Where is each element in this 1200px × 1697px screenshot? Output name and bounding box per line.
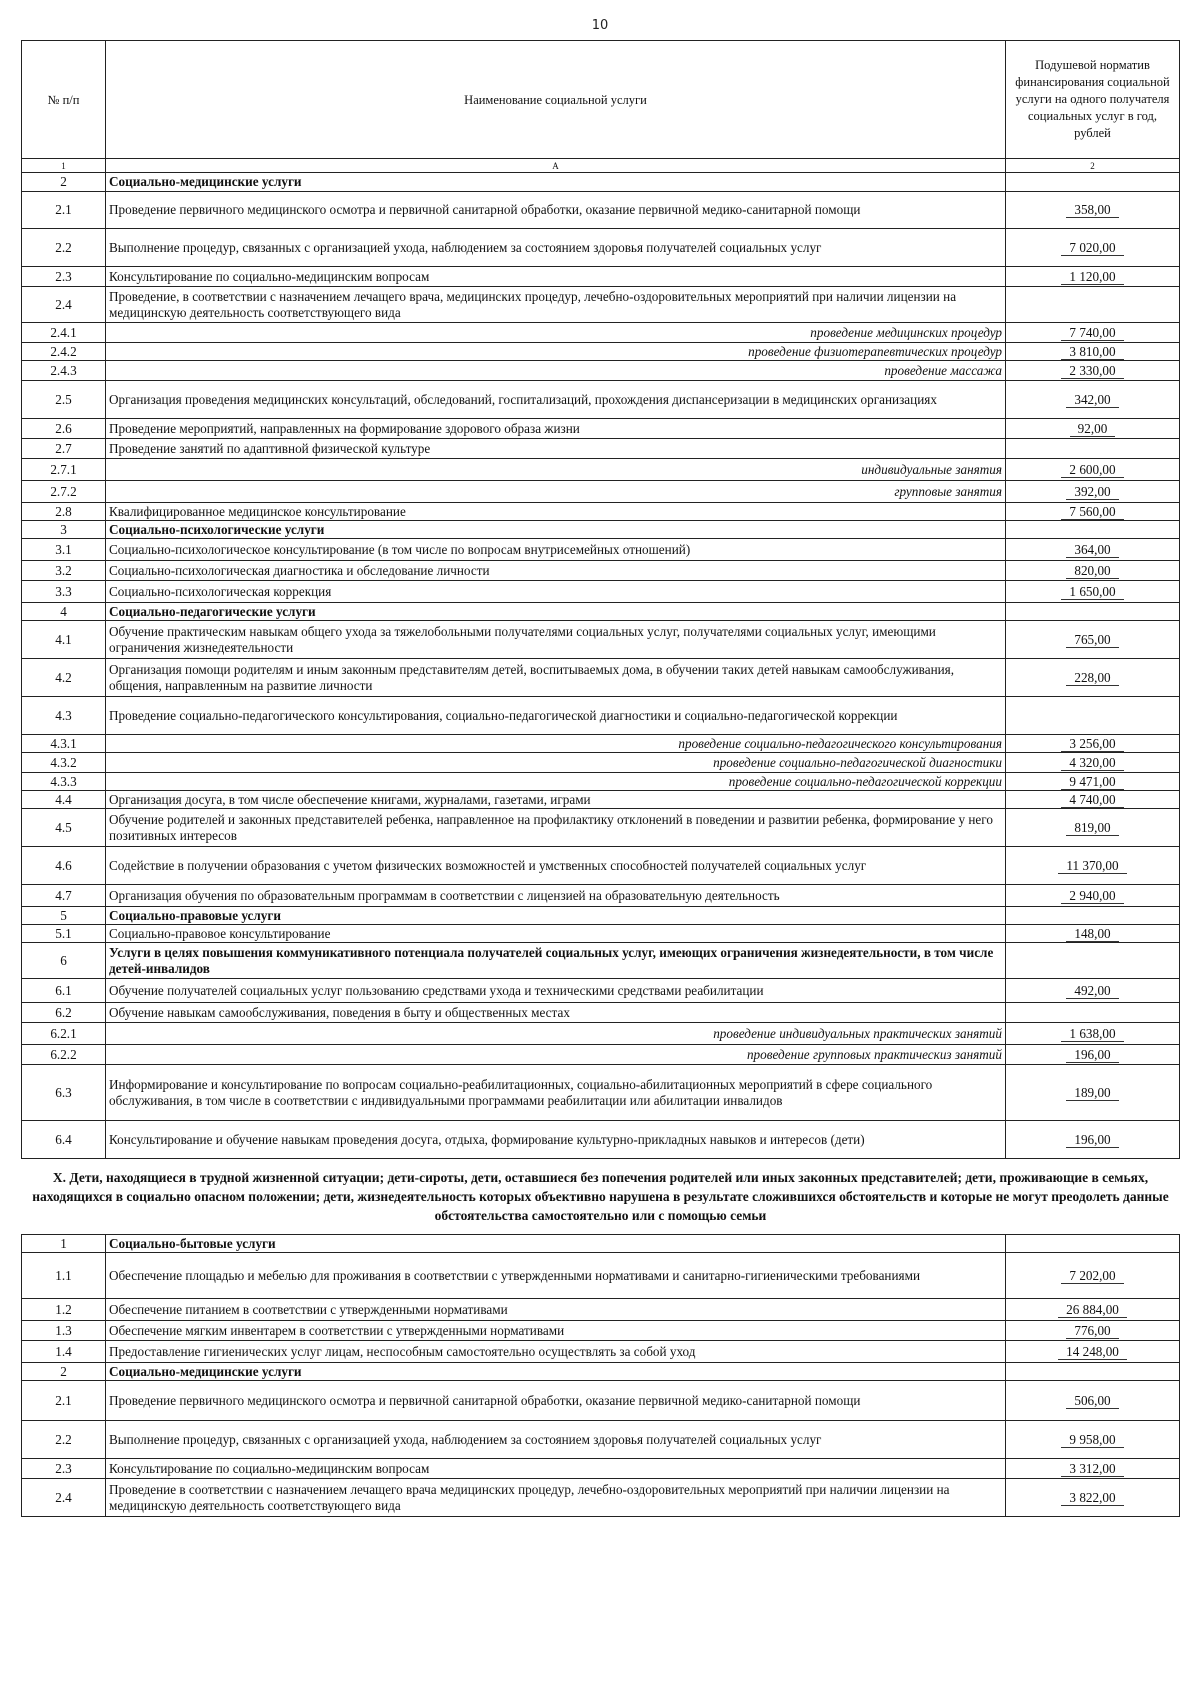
table-row [22, 459, 1180, 481]
table-row [22, 1003, 1180, 1023]
value-cell [1006, 1299, 1180, 1321]
financing-value: 819,00 [1066, 820, 1118, 836]
value-cell [1006, 539, 1180, 561]
service-name: индивидуальные занятия [106, 459, 1006, 481]
financing-value: 148,00 [1066, 926, 1118, 942]
table-row [22, 1459, 1180, 1479]
table-row [22, 1299, 1180, 1321]
table-row [22, 621, 1180, 659]
service-name: Проведение социально-педагогического консультирования, социально-педагогической диагностики и социально-педагогической коррекции [106, 697, 1006, 735]
row-number: 4.2 [22, 659, 106, 697]
service-name: Социально-психологическое консультирование (в том числе по вопросам внутрисемейных отношений) [106, 539, 1006, 561]
row-number: 2.1 [22, 1381, 106, 1421]
table-row [22, 581, 1180, 603]
service-name: групповые занятия [106, 481, 1006, 503]
financing-value: 392,00 [1066, 484, 1118, 500]
financing-value: 765,00 [1066, 632, 1118, 648]
value-cell [1006, 907, 1180, 925]
row-number: 4.7 [22, 885, 106, 907]
financing-value: 3 822,00 [1061, 1490, 1123, 1506]
table-row [22, 809, 1180, 847]
row-number: 2.1 [22, 192, 106, 229]
table-row [22, 1479, 1180, 1517]
value-cell [1006, 229, 1180, 267]
row-number: 5.1 [22, 925, 106, 943]
table-row [22, 791, 1180, 809]
value-cell [1006, 1381, 1180, 1421]
value-cell [1006, 173, 1180, 192]
row-number: 2.7 [22, 439, 106, 459]
financing-value: 7 740,00 [1061, 325, 1123, 341]
table-row [22, 323, 1180, 343]
category-row [22, 1363, 1180, 1381]
value-cell [1006, 521, 1180, 539]
financing-value: 3 810,00 [1061, 344, 1123, 360]
row-number: 6.1 [22, 979, 106, 1003]
row-number: 2.7.1 [22, 459, 106, 481]
row-number: 6.2.1 [22, 1023, 106, 1045]
row-number: 2.4.3 [22, 361, 106, 381]
financing-value: 364,00 [1066, 542, 1118, 558]
table-row [22, 1045, 1180, 1065]
value-cell [1006, 979, 1180, 1003]
financing-value: 14 248,00 [1058, 1344, 1127, 1360]
row-number: 4.3.2 [22, 753, 106, 773]
value-cell [1006, 481, 1180, 503]
row-number: 6.2.2 [22, 1045, 106, 1065]
value-cell [1006, 561, 1180, 581]
row-number: 1.1 [22, 1253, 106, 1299]
service-name: проведение индивидуальных практических занятий [106, 1023, 1006, 1045]
table-row [22, 1121, 1180, 1159]
service-name: проведение массажа [106, 361, 1006, 381]
service-name: Выполнение процедур, связанных с организацией ухода, наблюдением за состоянием здоровья получателей социальных услуг [106, 229, 1006, 267]
row-number: 6.4 [22, 1121, 106, 1159]
value-cell [1006, 1045, 1180, 1065]
value-cell [1006, 885, 1180, 907]
service-name: проведение социально-педагогической коррекции [106, 773, 1006, 791]
row-number: 4.6 [22, 847, 106, 885]
service-name: Социально-бытовые услуги [106, 1235, 1006, 1253]
row-number: 2.3 [22, 1459, 106, 1479]
header-service-name: Наименование социальной услуги [106, 41, 1006, 159]
service-name: Выполнение процедур, связанных с организацией ухода, наблюдением за состоянием здоровья получателей социальных услуг [106, 1421, 1006, 1459]
section-heading: X. Дети, находящиеся в трудной жизненной ситуации; дети-сироты, дети, оставшиеся без попечения родителей или иных законных представителей; дети, проживающие в семьях, находящихся в социально опасном положении; дети, жизнедеятельность которых объективно нарушена в результате сложившихся обстоятельств и которые не могут преодолеть данные обстоятельства самостоятельно или с помощью семьи [22, 1159, 1180, 1235]
financing-value: 3 312,00 [1061, 1461, 1123, 1477]
service-name: Предоставление гигиенических услуг лицам, неспособным самостоятельно осуществлять за собой уход [106, 1341, 1006, 1363]
value-cell [1006, 925, 1180, 943]
service-name: Социально-психологическая диагностика и обследование личности [106, 561, 1006, 581]
service-name: Проведение в соответствии с назначением лечащего врача медицинских процедур, лечебно-оздоровительных мероприятий при наличии лицензии на медицинскую деятельность соответствующего вида [106, 1479, 1006, 1517]
financing-value: 26 884,00 [1058, 1302, 1127, 1318]
value-cell [1006, 659, 1180, 697]
value-cell [1006, 1065, 1180, 1121]
value-cell [1006, 287, 1180, 323]
table-row [22, 925, 1180, 943]
value-cell [1006, 343, 1180, 361]
value-cell [1006, 1363, 1180, 1381]
service-name: Социально-правовое консультирование [106, 925, 1006, 943]
service-name: Социально-правовые услуги [106, 907, 1006, 925]
financing-value: 2 600,00 [1061, 462, 1123, 478]
table-row [22, 503, 1180, 521]
service-name: Социально-педагогические услуги [106, 603, 1006, 621]
row-number: 2.4.2 [22, 343, 106, 361]
header-value: Подушевой норматив финансирования социальной услуги на одного получателя социальных услуг в год, рублей [1006, 41, 1180, 159]
service-name: Обеспечение питанием в соответствии с утвержденными нормативами [106, 1299, 1006, 1321]
value-cell [1006, 1341, 1180, 1363]
row-number: 2.7.2 [22, 481, 106, 503]
services-table [21, 40, 1180, 1517]
row-number: 4.3.1 [22, 735, 106, 753]
service-name: Обучение навыкам самообслуживания, поведения в быту и общественных местах [106, 1003, 1006, 1023]
financing-value: 7 560,00 [1061, 504, 1123, 520]
service-name: Информирование и консультирование по вопросам социально-реабилитационных, социально-абилитационных мероприятий в сфере социального обслуживания, в том числе в соответствии с индивидуальными программами реабилитации или абилитации инвалидов [106, 1065, 1006, 1121]
service-name: Обучение получателей социальных услуг пользованию средствами ухода и техническими средствами реабилитации [106, 979, 1006, 1003]
financing-value: 1 120,00 [1061, 269, 1123, 285]
value-cell [1006, 1321, 1180, 1341]
value-cell [1006, 323, 1180, 343]
value-cell [1006, 603, 1180, 621]
row-number: 3.2 [22, 561, 106, 581]
service-name: Квалифицированное медицинское консультирование [106, 503, 1006, 521]
row-number: 2.6 [22, 419, 106, 439]
financing-value: 11 370,00 [1058, 858, 1126, 874]
financing-value: 492,00 [1066, 983, 1118, 999]
service-name: Организация помощи родителям и иным законным представителям детей, воспитываемых дома, в обучении таких детей навыкам самообслуживания, общения, направленным на развитие личности [106, 659, 1006, 697]
table-row [22, 343, 1180, 361]
financing-value: 7 020,00 [1061, 240, 1123, 256]
service-name: Проведение первичного медицинского осмотра и первичной санитарной обработки, оказание первичной медико-санитарной помощи [106, 192, 1006, 229]
category-row [22, 521, 1180, 539]
row-number: 2.2 [22, 229, 106, 267]
service-name: Проведение первичного медицинского осмотра и первичной санитарной обработки, оказание первичной медико-санитарной помощи [106, 1381, 1006, 1421]
service-name: Организация обучения по образовательным программам в соответствии с лицензией на образовательную деятельность [106, 885, 1006, 907]
value-cell [1006, 267, 1180, 287]
service-name: Организация досуга, в том числе обеспечение книгами, журналами, газетами, играми [106, 791, 1006, 809]
row-number: 1.3 [22, 1321, 106, 1341]
row-number: 4.1 [22, 621, 106, 659]
row-number: 3 [22, 521, 106, 539]
financing-value: 92,00 [1070, 421, 1116, 437]
table-row [22, 561, 1180, 581]
value-cell [1006, 773, 1180, 791]
value-cell [1006, 1235, 1180, 1253]
financing-value: 196,00 [1066, 1047, 1118, 1063]
table-row [22, 1381, 1180, 1421]
row-number: 2.4 [22, 1479, 106, 1517]
service-name: Обеспечение мягким инвентарем в соответствии с утвержденными нормативами [106, 1321, 1006, 1341]
service-name: Социально-психологические услуги [106, 521, 1006, 539]
financing-value: 358,00 [1066, 202, 1118, 218]
service-name: Социально-медицинские услуги [106, 173, 1006, 192]
value-cell [1006, 1459, 1180, 1479]
service-name: Организация проведения медицинских консультаций, обследований, госпитализаций, прохождения диспансеризации в медицинских организациях [106, 381, 1006, 419]
category-row [22, 907, 1180, 925]
table-row [22, 287, 1180, 323]
table-row [22, 381, 1180, 419]
financing-value: 7 202,00 [1061, 1268, 1123, 1284]
value-cell [1006, 735, 1180, 753]
value-cell [1006, 439, 1180, 459]
service-name: Социально-медицинские услуги [106, 1363, 1006, 1381]
financing-value: 196,00 [1066, 1132, 1118, 1148]
financing-value: 4 320,00 [1061, 755, 1123, 771]
page-number: 10 [591, 18, 609, 33]
category-row [22, 173, 1180, 192]
row-number: 2.8 [22, 503, 106, 521]
table-row [22, 885, 1180, 907]
value-cell [1006, 1023, 1180, 1045]
table-row [22, 439, 1180, 459]
financing-value: 189,00 [1066, 1085, 1118, 1101]
service-name: Обучение практическим навыкам общего ухода за тяжелобольными получателями социальных услуг, получателями социальных услуг, имеющими ограничения жизнедеятельности [106, 621, 1006, 659]
service-name: Консультирование по социально-медицинским вопросам [106, 1459, 1006, 1479]
table-header-row [22, 41, 1180, 159]
row-number: 1.2 [22, 1299, 106, 1321]
financing-value: 4 740,00 [1061, 792, 1123, 808]
table-row [22, 773, 1180, 791]
service-name: Консультирование по социально-медицинским вопросам [106, 267, 1006, 287]
value-cell [1006, 847, 1180, 885]
table-row [22, 753, 1180, 773]
value-cell [1006, 697, 1180, 735]
index-number: 1 [22, 159, 106, 173]
value-cell [1006, 753, 1180, 773]
row-number: 2 [22, 173, 106, 192]
value-cell [1006, 581, 1180, 603]
row-number: 1.4 [22, 1341, 106, 1363]
table-row [22, 539, 1180, 561]
table-row [22, 979, 1180, 1003]
value-cell [1006, 459, 1180, 481]
row-number: 4.5 [22, 809, 106, 847]
service-name: Обеспечение площадью и мебелью для проживания в соответствии с утвержденными нормативами и санитарно-гигиеническими требованиями [106, 1253, 1006, 1299]
table-row [22, 847, 1180, 885]
financing-value: 2 330,00 [1061, 363, 1123, 379]
service-name: проведение физиотерапевтических процедур [106, 343, 1006, 361]
service-name: Консультирование и обучение навыкам проведения досуга, отдыха, формирование культурно-прикладных навыков и интересов (дети) [106, 1121, 1006, 1159]
service-name: Обучение родителей и законных представителей ребенка, направленное на профилактику отклонений в поведении и развитии ребенка, формирование у него позитивных интересов [106, 809, 1006, 847]
row-number: 2.3 [22, 267, 106, 287]
table-row [22, 1341, 1180, 1363]
financing-value: 342,00 [1066, 392, 1118, 408]
table-row [22, 697, 1180, 735]
table-row [22, 1065, 1180, 1121]
row-number: 2.5 [22, 381, 106, 419]
table-row [22, 1023, 1180, 1045]
table-row [22, 361, 1180, 381]
row-number: 4.3.3 [22, 773, 106, 791]
value-cell [1006, 381, 1180, 419]
value-cell [1006, 1479, 1180, 1517]
financing-value: 776,00 [1066, 1323, 1118, 1339]
service-name: проведение социально-педагогического консультирования [106, 735, 1006, 753]
row-number: 6.3 [22, 1065, 106, 1121]
category-row [22, 1235, 1180, 1253]
service-name: Услуги в целях повышения коммуникативного потенциала получателей социальных услуг, имеющих ограничения жизнедеятельности, в том числе детей-инвалидов [106, 943, 1006, 979]
row-number: 2.4 [22, 287, 106, 323]
table-row [22, 419, 1180, 439]
row-number: 5 [22, 907, 106, 925]
index-name: А [106, 159, 1006, 173]
financing-value: 2 940,00 [1061, 888, 1123, 904]
header-number: № п/п [22, 41, 106, 159]
value-cell [1006, 809, 1180, 847]
table-row [22, 659, 1180, 697]
row-number: 3.1 [22, 539, 106, 561]
row-number: 2 [22, 1363, 106, 1381]
value-cell [1006, 419, 1180, 439]
table-row [22, 1321, 1180, 1341]
service-name: Проведение мероприятий, направленных на формирование здорового образа жизни [106, 419, 1006, 439]
financing-value: 228,00 [1066, 670, 1118, 686]
financing-value: 9 471,00 [1061, 774, 1123, 790]
table-row [22, 229, 1180, 267]
row-number: 2.2 [22, 1421, 106, 1459]
row-number: 6.2 [22, 1003, 106, 1023]
financing-value: 1 650,00 [1061, 584, 1123, 600]
value-cell [1006, 1421, 1180, 1459]
value-cell [1006, 1003, 1180, 1023]
category-row [22, 943, 1180, 979]
value-cell [1006, 1121, 1180, 1159]
value-cell [1006, 1253, 1180, 1299]
service-name: проведение социально-педагогической диагностики [106, 753, 1006, 773]
value-cell [1006, 503, 1180, 521]
table-row [22, 267, 1180, 287]
service-name: проведение медицинских процедур [106, 323, 1006, 343]
financing-value: 9 958,00 [1061, 1432, 1123, 1448]
value-cell [1006, 192, 1180, 229]
service-name: Проведение, в соответствии с назначением лечащего врача, медицинских процедур, лечебно-оздоровительных мероприятий при наличии лицензии на медицинскую деятельность соответствующего вида [106, 287, 1006, 323]
row-number: 4.4 [22, 791, 106, 809]
table-row [22, 1253, 1180, 1299]
service-name: проведение групповых практическиз занятий [106, 1045, 1006, 1065]
index-value: 2 [1006, 159, 1180, 173]
row-number: 4 [22, 603, 106, 621]
financing-value: 506,00 [1066, 1393, 1118, 1409]
value-cell [1006, 361, 1180, 381]
value-cell [1006, 943, 1180, 979]
financing-value: 1 638,00 [1061, 1026, 1123, 1042]
row-number: 1 [22, 1235, 106, 1253]
row-number: 3.3 [22, 581, 106, 603]
column-index-row [22, 159, 1180, 173]
section-heading-row [22, 1159, 1180, 1235]
service-name: Содействие в получении образования с учетом физических возможностей и умственных способностей получателей социальных услуг [106, 847, 1006, 885]
service-name: Проведение занятий по адаптивной физической культуре [106, 439, 1006, 459]
value-cell [1006, 791, 1180, 809]
financing-value: 820,00 [1066, 563, 1118, 579]
category-row [22, 603, 1180, 621]
financing-value: 3 256,00 [1061, 736, 1123, 752]
table-row [22, 481, 1180, 503]
table-row [22, 735, 1180, 753]
row-number: 2.4.1 [22, 323, 106, 343]
value-cell [1006, 621, 1180, 659]
row-number: 6 [22, 943, 106, 979]
table-row [22, 192, 1180, 229]
row-number: 4.3 [22, 697, 106, 735]
table-row [22, 1421, 1180, 1459]
service-name: Социально-психологическая коррекция [106, 581, 1006, 603]
